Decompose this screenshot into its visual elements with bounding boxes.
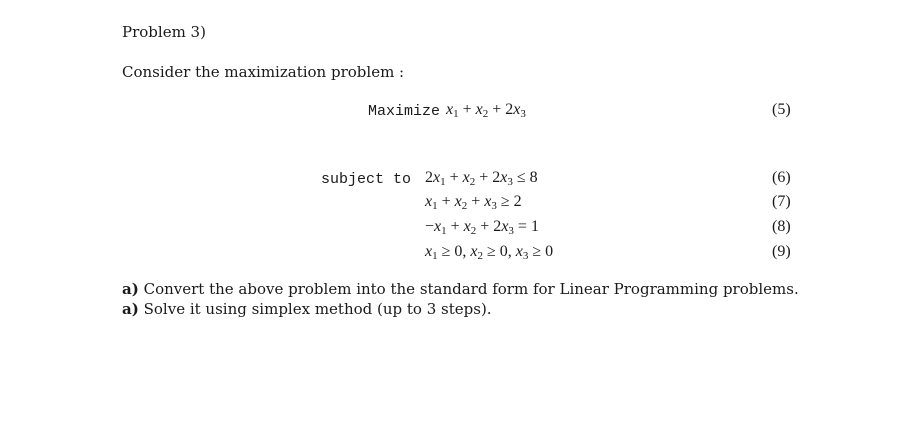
question-text: Solve it using simplex method (up to 3 steps). bbox=[143, 300, 492, 318]
constraints-keyword: subject to bbox=[321, 171, 412, 188]
objective-expression: $x_1 + x_2 + 2x_3$ bbox=[446, 101, 526, 120]
constraint-8: $-x_1 + x_2 + 2x_3 = 1$ bbox=[425, 218, 539, 237]
constraint-9-nonnegativity: $x_1 \ge 0$, $x_2 \ge 0$, $x_3 \ge 0$ bbox=[425, 243, 554, 262]
equation-number-6: (6) bbox=[772, 169, 791, 186]
problem-intro: Consider the maximization problem : bbox=[122, 63, 405, 81]
problem-heading: Problem 3) bbox=[122, 23, 206, 41]
constraint-6: $2x_1 + x_2 + 2x_3 \le 8$ bbox=[425, 169, 538, 188]
equation-number-7: (7) bbox=[772, 193, 791, 210]
constraint-7: $x_1 + x_2 + x_3 \ge 2$ bbox=[425, 193, 522, 212]
question-text: Convert the above problem into the standard form for Linear Programming problems. bbox=[143, 280, 799, 298]
question-label: a) bbox=[122, 300, 139, 318]
equation-number-9: (9) bbox=[772, 243, 791, 260]
equation-number-8: (8) bbox=[772, 218, 791, 235]
question-a-simplex bbox=[122, 300, 492, 318]
question-a-convert bbox=[122, 280, 799, 298]
objective-keyword: Maximize bbox=[368, 103, 441, 120]
question-label: a) bbox=[122, 280, 139, 298]
equation-number-5: (5) bbox=[772, 101, 791, 118]
